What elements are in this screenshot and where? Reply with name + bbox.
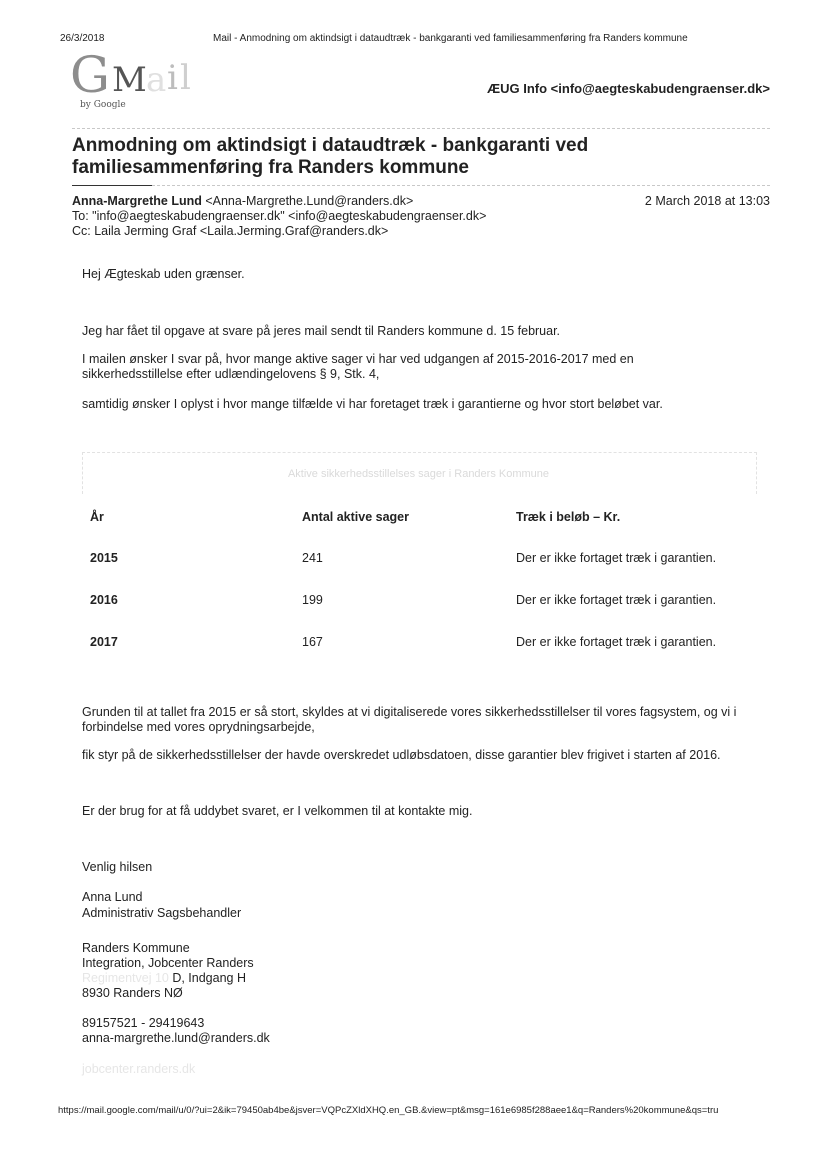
signature-role: Administrativ Sagsbehandler: [82, 906, 242, 920]
subject-divider: [152, 185, 770, 186]
body-paragraph-3: samtidig ønsker I oplyst i hvor mange tilfælde vi har foretaget træk i garantierne og hvor stort beløbet var.: [82, 397, 663, 411]
body-paragraph-4: Grunden til at tallet fra 2015 er så stort, skyldes at vi digitaliserede vores sikkerhedsstillelser til vores fagsystem, og vi i forbindelse med vores oprydningsarbejde,: [82, 705, 737, 734]
logo-byline: by Google: [80, 100, 126, 110]
print-date: 26/3/2018: [60, 33, 105, 44]
message-cc: Cc: Laila Jerming Graf <Laila.Jerming.Graf@randers.dk>: [72, 224, 389, 238]
logo-letter-g: G: [70, 46, 110, 104]
signature-closing: Venlig hilsen: [82, 860, 153, 874]
table-row-2016-count: 199: [302, 593, 323, 607]
table-row-2015-amount: Der er ikke fortaget træk i garantien.: [516, 551, 717, 565]
account-label: ÆUG Info <info@aegteskabudengraenser.dk>: [487, 81, 770, 96]
sender-name: Anna-Margrethe Lund: [72, 194, 202, 208]
body-paragraph-1: Jeg har fået til opgave at svare på jeres mail sendt til Randers kommune d. 15 februar.: [82, 324, 561, 338]
logo-letter-l: l: [180, 58, 191, 98]
body-greeting: Hej Ægteskab uden grænser.: [82, 267, 245, 281]
print-url: https://mail.google.com/mail/u/0/?ui=2&ik=79450ab4be&jsver=VQPcZXldXHQ.en_GB.&view=pt&msg=161e6985f288aee1&q=Randers%20kommune&qs=tru: [58, 1105, 719, 1116]
table-caption: Aktive sikkerhedsstillelses sager i Randers Kommune: [287, 468, 550, 480]
signature-dept: Integration, Jobcenter Randers: [82, 956, 254, 970]
signature-website[interactable]: jobcenter.randers.dk: [82, 1062, 196, 1076]
logo-letter-i: i: [167, 58, 178, 98]
signature-street-rest: D, Indgang H: [168, 971, 246, 985]
message-to: To: "info@aegteskabudengraenser.dk" <info@aegteskabudengraenser.dk>: [72, 209, 487, 223]
body-paragraph-6: Er der brug for at få uddybet svaret, er I velkommen til at kontakte mig.: [82, 804, 473, 818]
signature-street-faint: Regimentvej 10: [82, 971, 169, 985]
table-header-amount: Træk i beløb – Kr.: [516, 510, 621, 524]
signature-phones: 89157521 - 29419643: [82, 1016, 205, 1030]
signature-street: [82, 971, 246, 986]
body-paragraph-2: I mailen ønsker I svar på, hvor mange aktive sager vi har ved udgangen af 2015-2016-2017 med en sikkerhedsstillelse efter udlændingelovens § 9, Stk. 4,: [82, 352, 634, 381]
signature-org: Randers Kommune: [82, 941, 190, 955]
table-row-2015-year: 2015: [90, 551, 118, 565]
body-paragraph-5: fik styr på de sikkerhedsstillelser der havde overskredet udløbsdatoen, disse garantier blev frigivet i starten af 2016.: [82, 748, 721, 762]
logo-letter-a: a: [146, 60, 167, 100]
table-row-2016-amount: Der er ikke fortaget træk i garantien.: [516, 593, 717, 607]
sender-email: <Anna-Margrethe.Lund@randers.dk>: [201, 194, 414, 208]
table-header-year: År: [90, 510, 104, 524]
header-divider: [72, 128, 770, 129]
table-row-2016-year: 2016: [90, 593, 118, 607]
signature-email[interactable]: anna-margrethe.lund@randers.dk: [82, 1031, 270, 1045]
logo-letter-m: M: [112, 60, 147, 100]
subject-underline: [72, 185, 152, 186]
gmail-logo: [70, 46, 200, 118]
print-title: Mail - Anmodning om aktindsigt i dataudtræk - bankgaranti ved familiesammenføring fra Randers kommune: [213, 33, 688, 44]
table-row-2017-count: 167: [302, 635, 323, 649]
signature-city: 8930 Randers NØ: [82, 986, 183, 1000]
message-date: 2 March 2018 at 13:03: [644, 194, 770, 208]
message-from: [72, 194, 413, 209]
table-header-count: Antal aktive sager: [302, 510, 409, 524]
table-row-2017-amount: Der er ikke fortaget træk i garantien.: [516, 635, 717, 649]
message-subject: Anmodning om aktindsigt i dataudtræk - bankgaranti ved familiesammenføring fra Randers kommune: [72, 135, 589, 178]
signature-name: Anna Lund: [82, 890, 143, 904]
table-row-2017-year: 2017: [90, 635, 118, 649]
table-row-2015-count: 241: [302, 551, 323, 565]
